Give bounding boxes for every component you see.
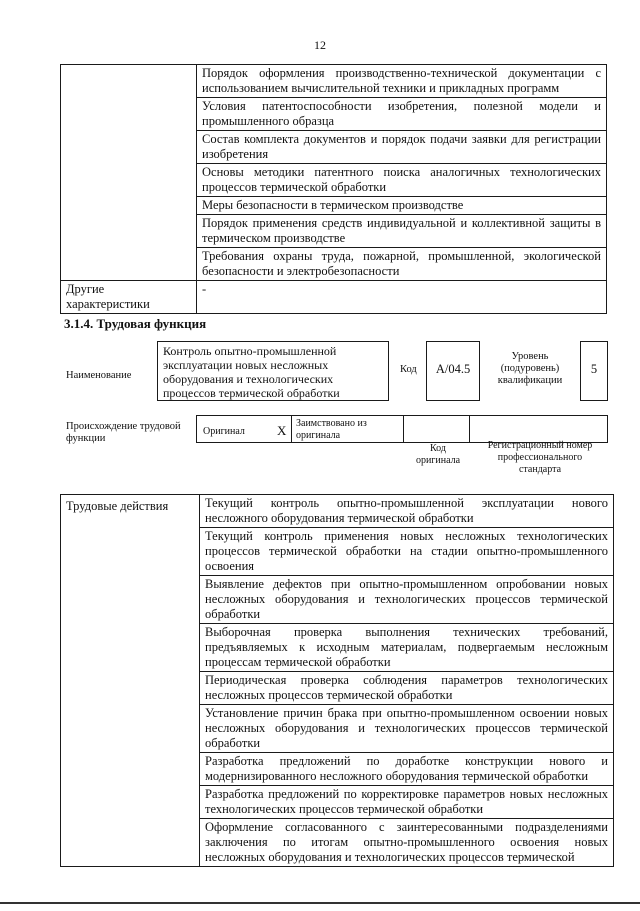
table-row (61, 495, 614, 528)
table-cell: Разработка предложений по корректировке параметров новых несложных технологических процессов термической обработки (200, 786, 614, 819)
table-cell: Порядок оформления производственно-технической документации с использованием вычислительной техники и прикладных программ (197, 65, 607, 98)
level-box (580, 341, 608, 401)
other-characteristics-label: Другие характеристики (61, 281, 197, 314)
table-cell: Условия патентоспособности изобретения, полезной модели и промышленного образца (197, 98, 607, 131)
table-row (61, 65, 607, 98)
knowledge-table (60, 64, 607, 314)
name-label: Наименование (66, 370, 132, 381)
original-cell (196, 415, 292, 443)
table-cell: Периодическая проверка соблюдения параметров технологических несложных процессов термической обработки (200, 672, 614, 705)
table-cell: Текущий контроль опытно-промышленной эксплуатации нового несложного оборудования термической обработки (200, 495, 614, 528)
reg-number-cell (469, 415, 608, 443)
actions-label: Трудовые действия (61, 495, 200, 867)
table-cell: Текущий контроль применения новых несложных технологических процессов термической обработки на стадии опытно-промышленного освоения (200, 528, 614, 576)
origin-label: Происхождение трудовой функции (66, 421, 181, 444)
section-heading: 3.1.4. Трудовая функция (64, 316, 207, 331)
actions-table (60, 494, 614, 867)
table-cell: Выявление дефектов при опытно-промышленном опробовании новых несложных оборудования и технологических процессов термической обработки (200, 576, 614, 624)
original-mark: X (277, 423, 287, 438)
code-value: А/04.5 (435, 362, 471, 376)
table-cell: Выборочная проверка выполнения технических требований, предъявляемых к исходным материалам, подвергаемым несложным процессам термической обработки (200, 624, 614, 672)
level-label: Уровень (подуровень) квалификации (497, 351, 563, 386)
code-original-caption: Код оригинала (415, 443, 461, 466)
table-cell: Меры безопасности в термическом производстве (197, 197, 607, 215)
borrowed-label: Заимствовано из оригинала (296, 418, 367, 441)
code-original-cell (403, 415, 470, 443)
scan-edge (0, 902, 640, 904)
table-cell: Состав комплекта документов и порядок подачи заявки для регистрации изобретения (197, 131, 607, 164)
table-cell: Требования охраны труда, пожарной, промышленной, экологической безопасности и электробезопасности (197, 248, 607, 281)
table-cell: Установление причин брака при опытно-промышленном освоении новых несложных оборудования и технологических процессов термической обработки (200, 705, 614, 753)
other-characteristics-value: - (197, 281, 607, 314)
table-cell: Основы методики патентного поиска аналогичных технологических процессов термической обработки (197, 164, 607, 197)
function-name-value: Контроль опытно-промышленной эксплуатации новых несложных оборудования и технологических процессов термической обработки (163, 344, 340, 400)
table-cell: Разработка предложений по доработке конструкции нового и модернизированного несложного оборудования термической обработки (200, 753, 614, 786)
table-cell: Порядок применения средств индивидуальной и коллективной защиты в термическом производстве (197, 215, 607, 248)
original-label: Оригинал (203, 426, 245, 437)
code-box (426, 341, 480, 401)
page-number: 12 (314, 38, 326, 52)
code-label: Код (400, 364, 417, 375)
borrowed-cell (291, 415, 404, 443)
table-row (61, 281, 607, 314)
function-name-box (157, 341, 389, 401)
empty-label-cell (61, 65, 197, 281)
reg-number-caption: Регистрационный номер профессионального стандарта (487, 440, 593, 475)
table-cell: Оформление согласованного с заинтересованными подразделениями заключения по итогам опытно-промышленного освоения новых несложных оборудования и технологических процессов термической (200, 819, 614, 867)
level-value: 5 (590, 362, 598, 376)
